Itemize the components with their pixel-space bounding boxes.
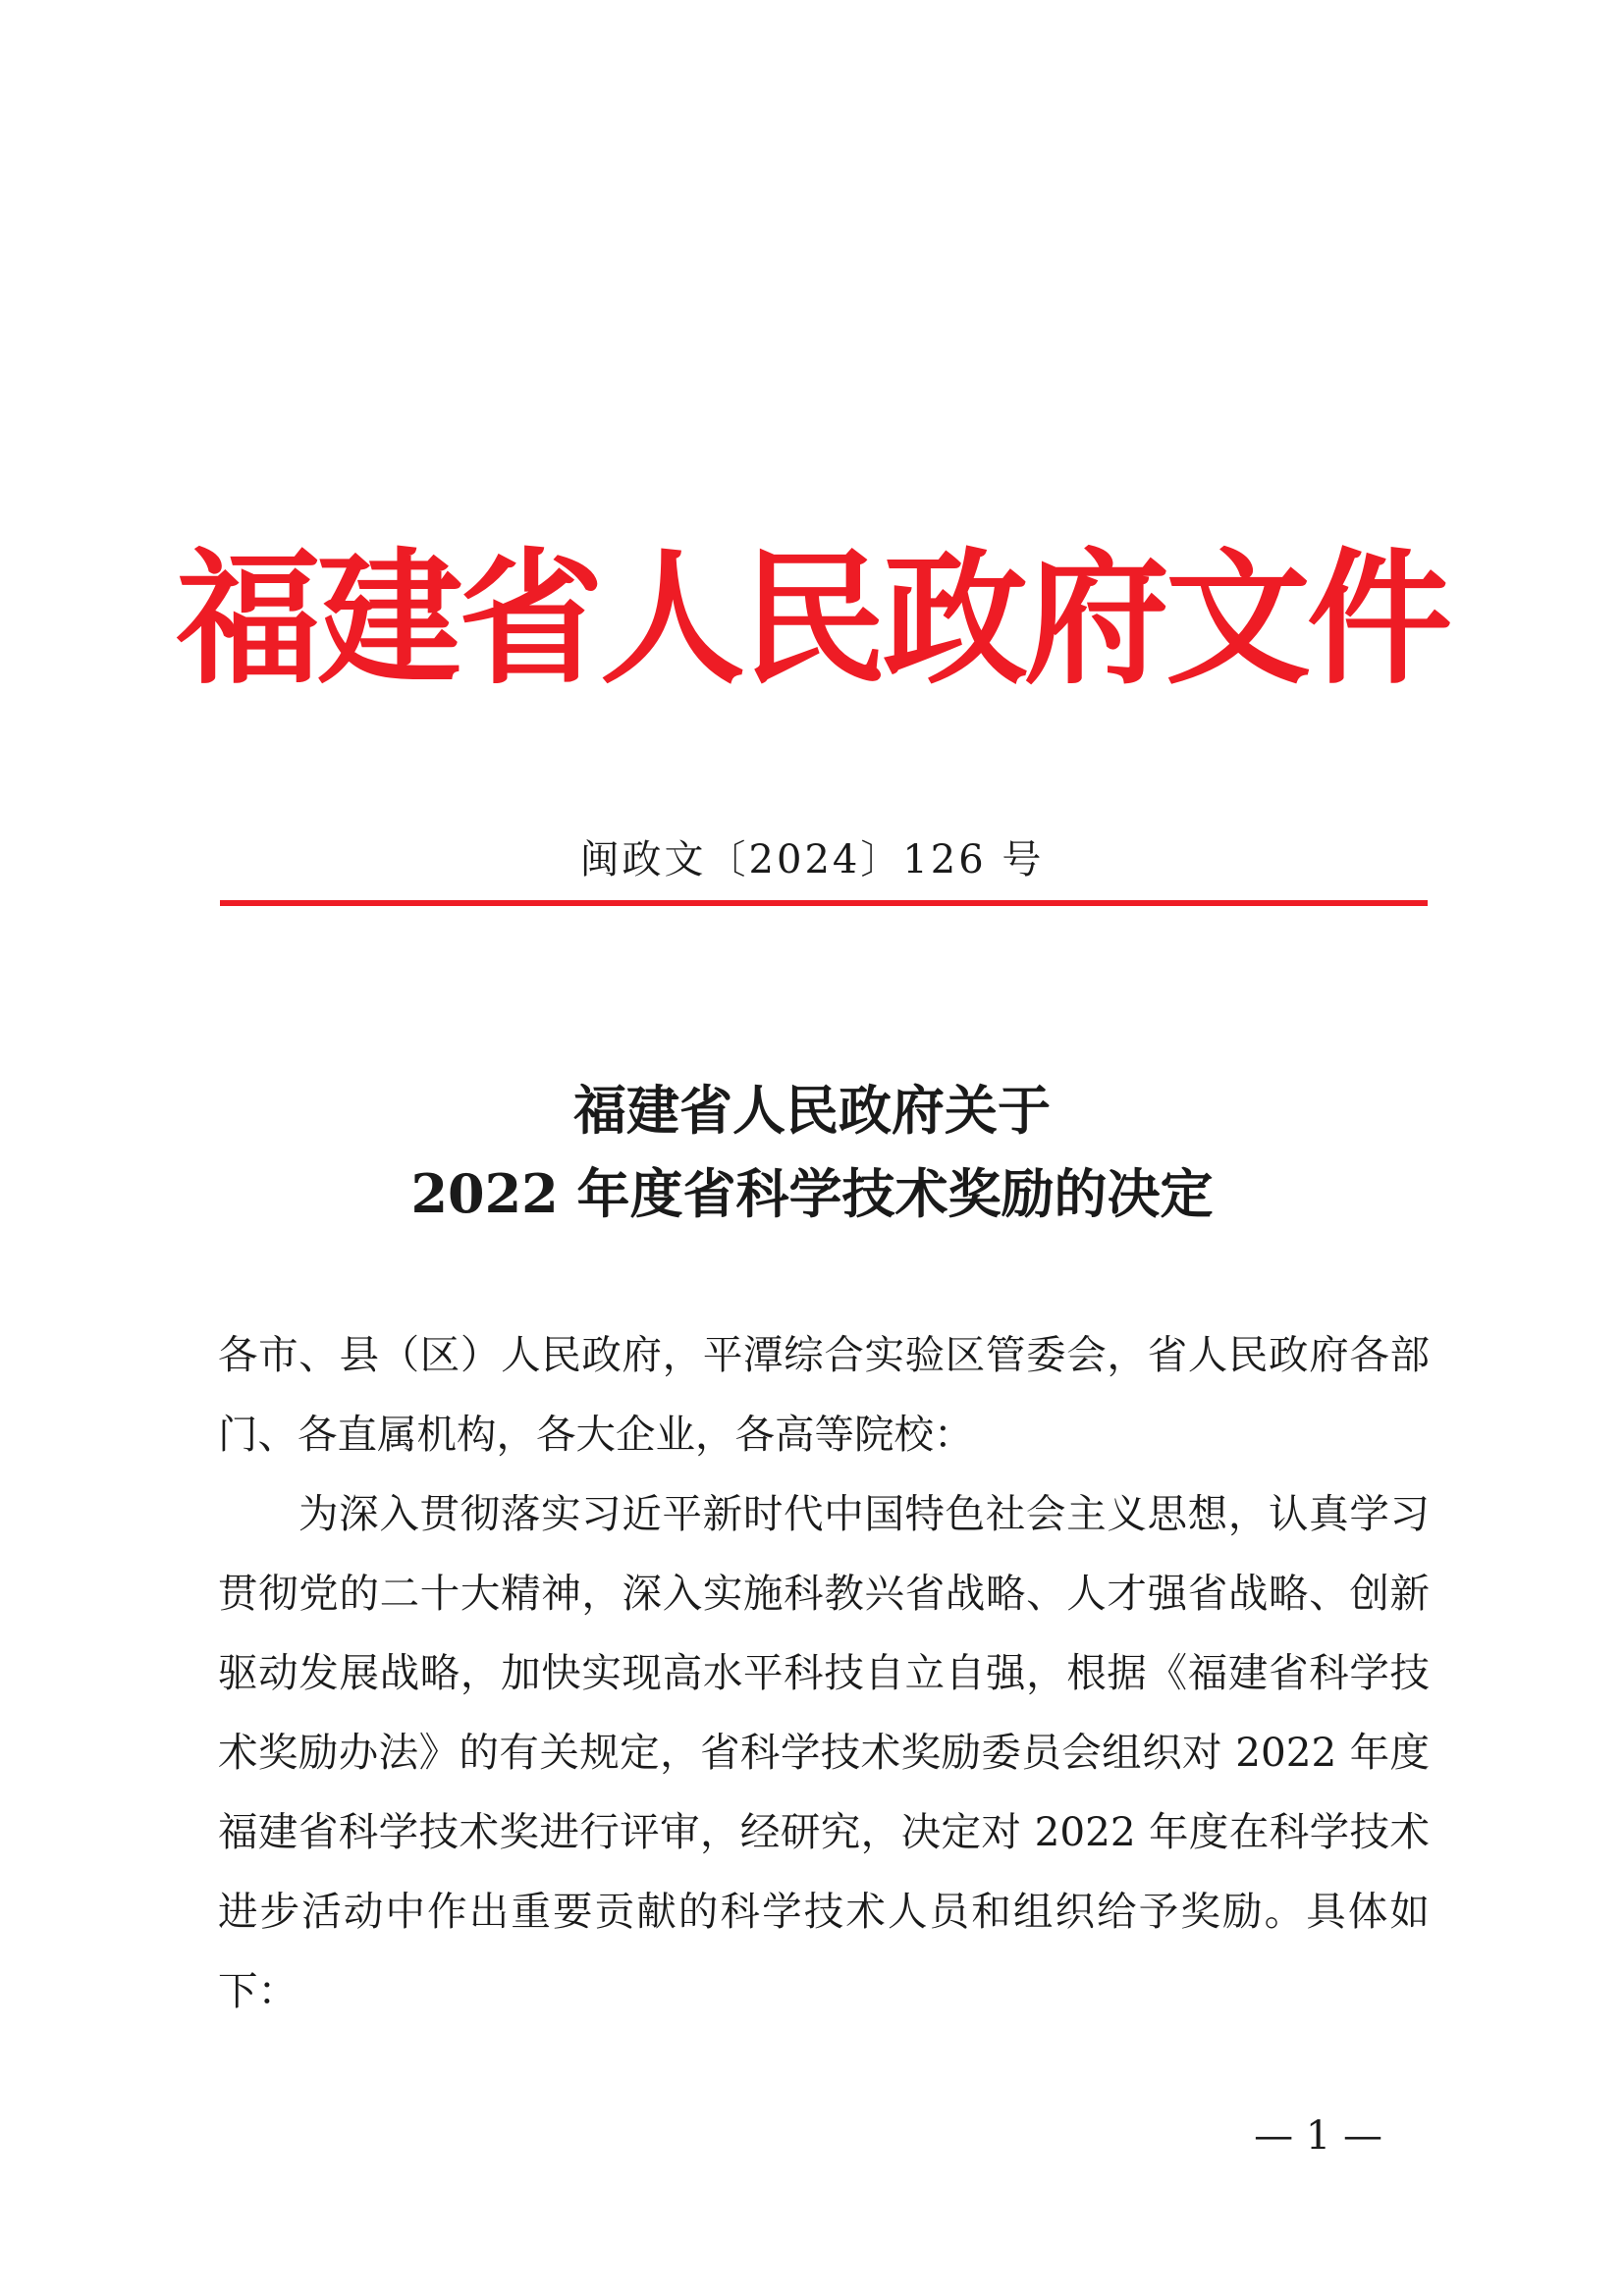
page-number: — 1 — bbox=[1254, 2113, 1382, 2159]
body-paragraph-1: 为深入贯彻落实习近平新时代中国特色社会主义思想，认真学习贯彻党的二十大精神，深入实施科教兴省战略、人才强省战略、创新驱动发展战略，加快实现高水平科技自立自强，根据《福建省科学技术奖励办法》的有关规定，省科学技术奖励委员会组织对 2022 年度福建省科学技术奖进行评审，经研究，决定对 2022 年度在科学技术进步活动中作出重要贡献的科学技术人员和组织给予奖励。具体如下： bbox=[218, 1490, 1430, 2014]
red-divider-line bbox=[220, 900, 1428, 906]
document-title-line-2: 2022 年度省科学技术奖励的决定 bbox=[410, 1162, 1214, 1225]
addressee-paragraph: 各市、县（区）人民政府，平潭综合实验区管委会，省人民政府各部门、各直属机构，各大企业，各高等院校： bbox=[218, 1331, 1430, 1458]
document-number: 闽政文〔2024〕126 号 bbox=[579, 837, 1045, 882]
document-title-line-1: 福建省人民政府关于 bbox=[573, 1079, 1051, 1142]
masthead-title: 福建省人民政府文件 bbox=[176, 533, 1448, 704]
